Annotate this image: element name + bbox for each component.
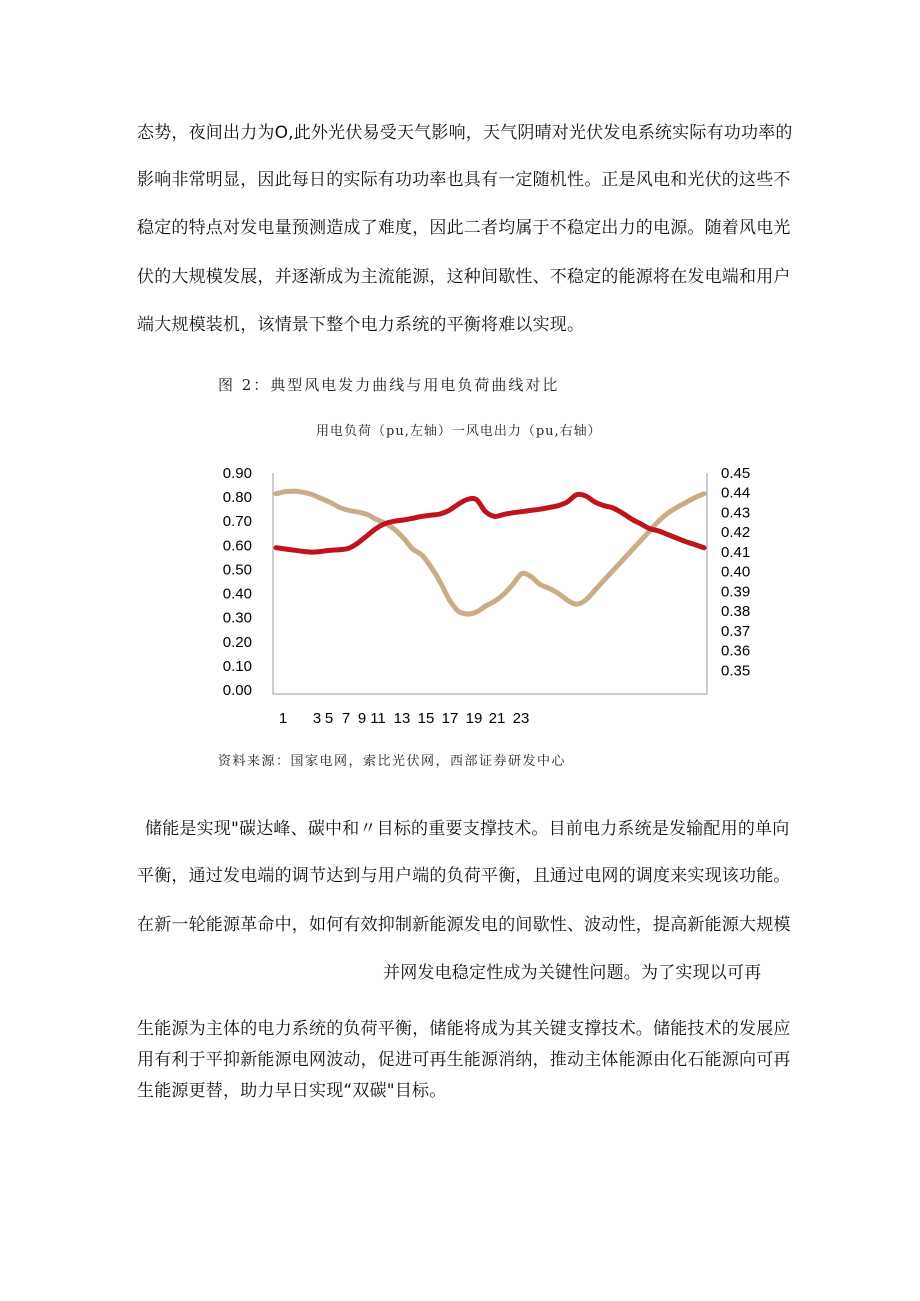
left-axis-tick-label: 0.90 bbox=[222, 465, 252, 482]
chart-legend: 用电负荷（pu,左轴）一风电出力（pu,右轴） bbox=[316, 424, 602, 439]
left-axis-tick-label: 0.60 bbox=[222, 537, 252, 555]
right-axis-tick-label: 0.44 bbox=[721, 484, 751, 502]
paragraph-1-line-3: 稳定的特点对发电量预测造成了难度，因此二者均属于不稳定出力的电源。随着风电光 bbox=[137, 218, 791, 238]
paragraph-2-line-7: 生能源更替，助力早日实现“双碳"目标。 bbox=[137, 1081, 447, 1101]
x-axis-tick-label: 17 bbox=[441, 710, 459, 727]
right-axis-tick-label: 0.36 bbox=[721, 642, 751, 660]
x-axis-tick-label: 23 bbox=[512, 710, 530, 727]
paragraph-1-line-1: 态势，夜间出力为O,此外光伏易受天气影响，天气阴晴对光伏发电系统实际有功功率的 bbox=[137, 123, 793, 143]
left-axis-tick-label: 0.50 bbox=[222, 561, 252, 579]
paragraph-1-line-2: 影响非常明显，因此每日的实际有功功率也具有一定随机性。正是风电和光伏的这些不 bbox=[137, 170, 791, 190]
x-axis-tick-label: 7 bbox=[341, 710, 351, 727]
left-axis-tick-label: 0.00 bbox=[222, 682, 252, 699]
paragraph-2-line-2: 平衡，通过发电端的调节达到与用户端的负荷平衡，且通过电网的调度来实现该功能。 bbox=[137, 866, 791, 886]
paragraph-2-line-3: 在新一轮能源革命中，如何有效抑制新能源发电的间歇性、波动性，提高新能源大规模 bbox=[137, 915, 791, 935]
x-axis-tick-label: 21 bbox=[488, 710, 506, 727]
x-axis-tick-label: 19 bbox=[465, 710, 483, 727]
right-axis-tick-label: 0.45 bbox=[721, 465, 751, 482]
right-axis-tick-label: 0.37 bbox=[721, 622, 751, 640]
right-axis-tick-label: 0.40 bbox=[721, 563, 751, 581]
paragraph-1-line-4: 伏的大规模发展，并逐渐成为主流能源，这种间歇性、不稳定的能源将在发电端和用户 bbox=[137, 267, 791, 287]
left-axis-ticks bbox=[223, 465, 252, 699]
right-axis-tick-label: 0.39 bbox=[721, 583, 751, 601]
paragraph-2-line-5: 生能源为主体的电力系统的负荷平衡，储能将成为其关键支撑技术。储能技术的发展应 bbox=[137, 1019, 791, 1039]
right-axis-tick-label: 0.43 bbox=[721, 504, 751, 522]
paragraph-1-line-5: 端大规模装机，该情景下整个电力系统的平衡将难以实现。 bbox=[137, 315, 585, 335]
left-axis-tick-label: 0.70 bbox=[222, 513, 252, 531]
left-axis-tick-label: 0.20 bbox=[222, 633, 252, 651]
right-axis-tick-label: 0.42 bbox=[721, 524, 751, 542]
x-axis-tick-label: 5 bbox=[324, 710, 334, 727]
right-axis-tick-label: 0.38 bbox=[721, 603, 751, 621]
left-axis-tick-label: 0.30 bbox=[222, 609, 252, 627]
right-axis-tick-label: 0.35 bbox=[721, 662, 751, 680]
left-axis-tick-label: 0.10 bbox=[222, 657, 252, 675]
x-axis-tick-label: 11 bbox=[370, 710, 386, 727]
x-axis-ticks bbox=[279, 710, 530, 727]
x-axis-tick-label: 15 bbox=[417, 710, 435, 727]
paragraph-2-line-1: 储能是实现"碳达峰、碳中和〃目标的重要支撑技术。目前电力系统是发输配用的单向 bbox=[145, 819, 790, 839]
chart-series bbox=[276, 491, 704, 614]
x-axis-tick-label: 13 bbox=[393, 710, 411, 727]
left-axis-tick-label: 0.40 bbox=[222, 585, 252, 603]
figure-source: 资料来源：国家电网，索比光伏网，西部证券研发中心 bbox=[218, 754, 567, 769]
right-axis-ticks bbox=[721, 465, 750, 679]
x-axis-tick-label: 9 bbox=[357, 710, 367, 727]
right-axis-tick-label: 0.41 bbox=[721, 543, 751, 561]
figure-title: 图 2：典型风电发力曲线与用电负荷曲线对比 bbox=[218, 376, 560, 394]
paragraph-2-line-6: 用有利于平抑新能源电网波动，促进可再生能源消纳，推动主体能源由化石能源向可再 bbox=[137, 1050, 791, 1070]
paragraph-2-line-4: 并网发电稳定性成为关键性问题。为了实现以可再 bbox=[383, 963, 762, 983]
x-axis-tick-label: 1 bbox=[278, 710, 288, 727]
wind-output-curve-line bbox=[276, 491, 704, 614]
x-axis-tick-label: 3 bbox=[312, 710, 322, 727]
left-axis-tick-label: 0.80 bbox=[222, 489, 252, 507]
